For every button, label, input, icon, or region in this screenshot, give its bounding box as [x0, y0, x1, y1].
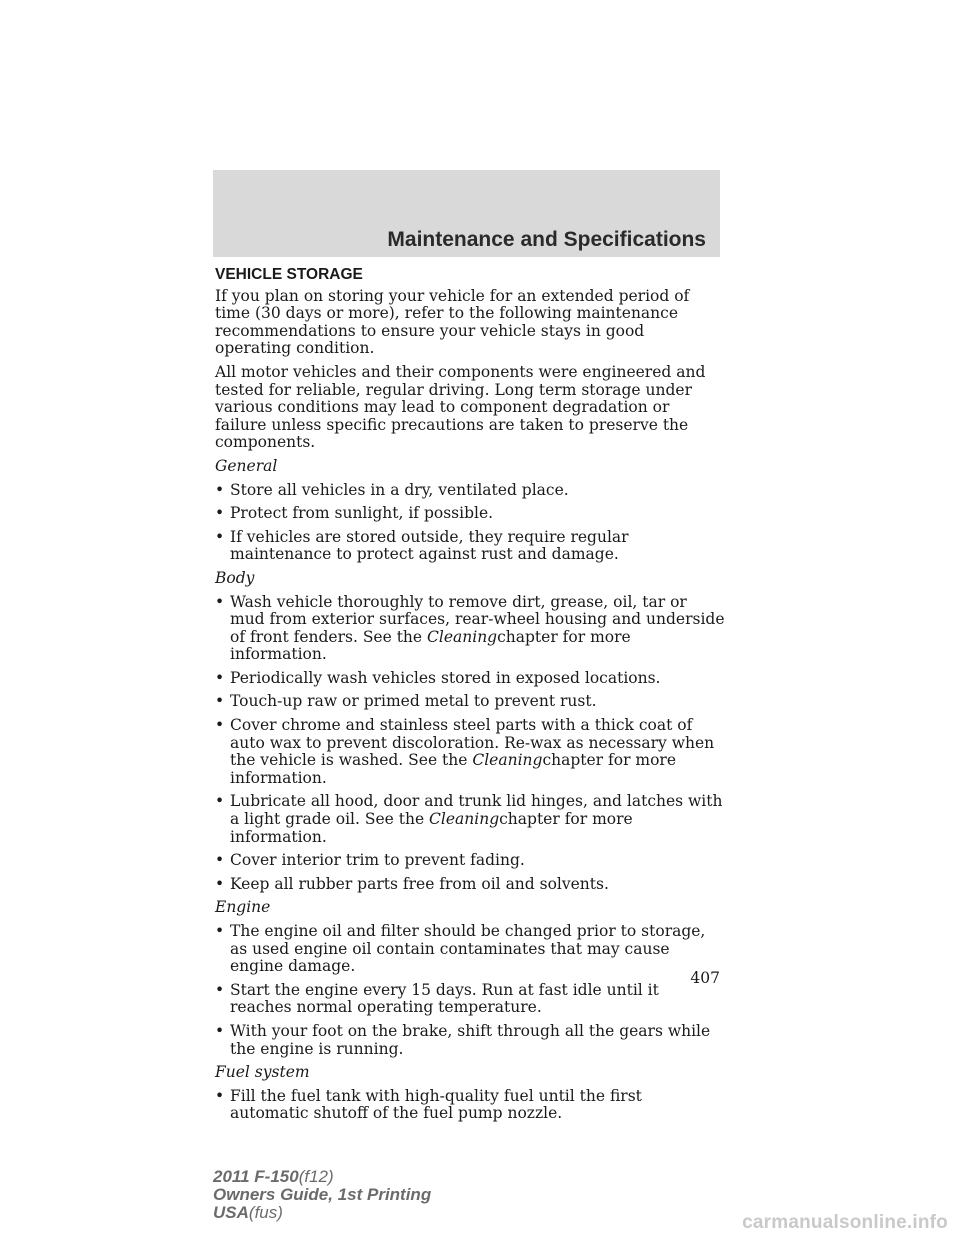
subheading-fuel-system: Fuel system: [215, 1063, 310, 1082]
bullet-icon: •: [215, 504, 225, 523]
bullet-icon: •: [215, 527, 225, 546]
list-item-text: Cover interior trim to prevent fading.: [230, 851, 525, 870]
list-item: [215, 693, 725, 711]
bullet-icon: •: [215, 1086, 225, 1105]
bullet-icon: •: [215, 792, 225, 811]
list-item: [215, 1088, 725, 1123]
list-item: [215, 876, 725, 894]
document-footer: [213, 1168, 431, 1222]
cleaning-chapter-reference: Cleaning: [429, 810, 500, 829]
list-item: [215, 482, 725, 500]
intro-paragraph-2: All motor vehicles and their components were engineered and tested for reliable, regular driving. Long term storage under various conditions may lead to component degradation or failure unless specific precautions are taken to preserve the components.: [215, 362, 706, 452]
list-item-text: If vehicles are stored outside, they require regular maintenance to protect against rust and damage.: [230, 527, 629, 564]
list-item-text-tail: chapter for more information.: [230, 751, 677, 787]
footer-model: 2011 F-150: [213, 1167, 299, 1186]
bullet-icon: •: [215, 874, 225, 893]
footer-guide-line: Owners Guide, 1st Printing: [213, 1185, 432, 1204]
footer-region-code: (fus): [248, 1203, 283, 1222]
list-item-text: Touch-up raw or primed metal to prevent rust.: [230, 692, 597, 711]
bullet-icon: •: [215, 480, 225, 499]
footer-region: USA: [213, 1203, 249, 1222]
list-item: [215, 529, 725, 564]
bullet-icon: •: [215, 592, 225, 611]
bullet-icon: •: [215, 851, 225, 870]
section-header-title: Maintenance and Specifications: [387, 228, 706, 251]
list-item-text: Cover chrome and stainless steel parts with a thick coat of auto wax to prevent discoloration. Re-wax as necessary when the vehicle is washed. See the: [230, 716, 715, 770]
site-watermark: carmanualsonline.info: [742, 1212, 948, 1233]
list-item-text: Protect from sunlight, if possible.: [230, 504, 494, 523]
list-item-text: Wash vehicle thoroughly to remove dirt, grease, oil, tar or mud from exterior surfaces, rear-wheel housing and underside of front fenders. See the: [230, 592, 725, 646]
general-list: [215, 482, 725, 564]
page-number: 407: [690, 969, 720, 987]
footer-region-line: [213, 1204, 431, 1222]
list-item: [215, 670, 725, 688]
fuel-list: [215, 1088, 725, 1123]
list-item-text: Keep all rubber parts free from oil and solvents.: [230, 874, 609, 893]
body-list: [215, 594, 725, 894]
subheading-body: Body: [215, 568, 255, 587]
list-item: [215, 594, 725, 664]
footer-model-code: (f12): [298, 1167, 334, 1186]
footer-model-line: [213, 1168, 431, 1186]
list-item-text: Store all vehicles in a dry, ventilated place.: [230, 480, 569, 499]
bullet-icon: •: [215, 922, 225, 940]
list-item-text-tail: chapter for more information.: [230, 810, 633, 846]
bullet-icon: •: [215, 668, 225, 687]
list-item: [215, 852, 725, 870]
bullet-icon: •: [215, 980, 225, 999]
list-item: [215, 793, 725, 846]
list-item: [215, 505, 725, 523]
list-item-text: Start the engine every 15 days. Run at fast idle until it reaches normal operating temperature.: [230, 980, 659, 1017]
list-item-text: Periodically wash vehicles stored in exposed locations.: [230, 668, 661, 687]
section-heading: VEHICLE STORAGE: [215, 266, 363, 283]
list-item-text: With your foot on the brake, shift through all the gears while the engine is running.: [230, 1021, 711, 1058]
bullet-icon: •: [215, 1021, 225, 1040]
list-item: [215, 717, 725, 787]
list-item: [215, 1023, 725, 1058]
list-item-text: Lubricate all hood, door and trunk lid hinges, and latches with a light grade oil. See the: [230, 792, 723, 829]
cleaning-chapter-reference: Cleaning: [472, 751, 543, 770]
list-item-text: Fill the fuel tank with high-quality fuel until the first automatic shutoff of the fuel pump nozzle.: [230, 1086, 642, 1123]
list-item-text-tail: chapter for more information.: [230, 627, 631, 664]
section-header-band: [213, 170, 720, 257]
intro-paragraph-1: If you plan on storing your vehicle for an extended period of time (30 days or more), refer to the following maintenance recommendations to ensure your vehicle stays in good operating condition.: [215, 286, 690, 358]
list-item: [215, 982, 725, 1017]
bullet-icon: •: [215, 692, 225, 711]
list-item-text: The engine oil and filter should be changed prior to storage, as used engine oil contain contaminates that may cause engine damage.: [230, 922, 706, 976]
bullet-icon: •: [215, 716, 225, 735]
list-item: [215, 923, 725, 976]
engine-list: [215, 923, 725, 1058]
cleaning-chapter-reference: Cleaning: [427, 627, 498, 646]
subheading-engine: Engine: [215, 898, 271, 917]
subheading-general: General: [215, 456, 278, 475]
page-content: [215, 266, 725, 1129]
